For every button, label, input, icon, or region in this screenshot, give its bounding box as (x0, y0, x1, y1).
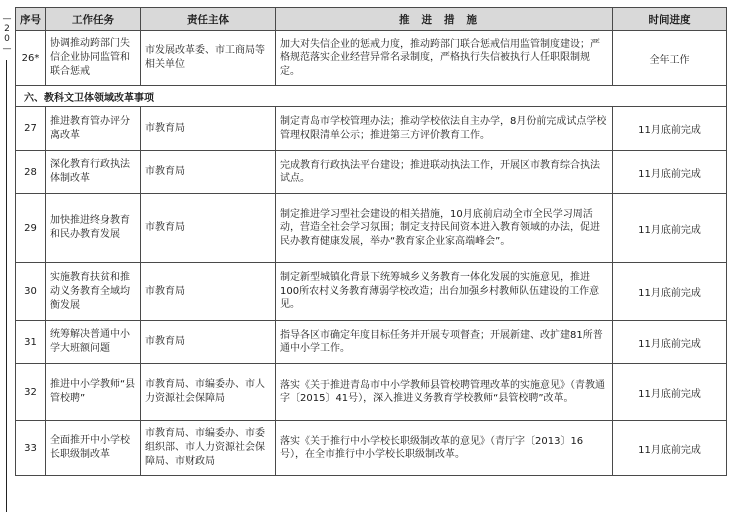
page-number (1, 14, 13, 54)
table-header-row (16, 8, 727, 31)
table-row (16, 321, 727, 364)
row-seq: 33 (16, 421, 46, 476)
section-title: 六、教科文卫体领域改革事项 (16, 86, 727, 107)
row-progress: 11月底前完成 (613, 421, 727, 476)
table-row (16, 364, 727, 421)
row-progress: 11月底前完成 (613, 107, 727, 151)
page-number-dash-top: — (2, 14, 12, 24)
row-task: 加快推进终身教育和民办教育发展 (46, 194, 141, 263)
table-row (16, 151, 727, 194)
row-unit: 市教育局 (141, 194, 276, 263)
row-progress: 11月底前完成 (613, 364, 727, 421)
row-measures: 加大对失信企业的惩戒力度，推动跨部门联合惩戒信用监管制度建设；严格规范落实企业经营异常名录制度，严格执行失信被执行人任职限制规定。 (276, 31, 613, 86)
row-task: 统筹解决普通中小学大班额问题 (46, 321, 141, 364)
row-seq: 29 (16, 194, 46, 263)
row-task: 全面推开中小学校长职级制改革 (46, 421, 141, 476)
row-seq: 32 (16, 364, 46, 421)
header-seq: 序号 (16, 8, 46, 31)
row-progress: 11月底前完成 (613, 151, 727, 194)
row-progress: 11月底前完成 (613, 263, 727, 321)
row-seq: 30 (16, 263, 46, 321)
table-row (16, 31, 727, 86)
row-measures: 完成教育行政执法平台建设；推进联动执法工作，开展区市教育综合执法试点。 (276, 151, 613, 194)
page-number-digit-2: 0 (4, 34, 10, 44)
row-task: 协调推动跨部门失信企业协同监管和联合惩戒 (46, 31, 141, 86)
row-seq: 27 (16, 107, 46, 151)
row-measures: 制定新型城镇化背景下统筹城乡义务教育一体化发展的实施意见，推进100所农村义务教育薄弱学校改造；出台加强乡村教师队伍建设的工作意见。 (276, 263, 613, 321)
section-row (16, 86, 727, 107)
page-number-digit-1: 2 (4, 24, 10, 34)
row-unit: 市教育局、市编委办、市人力资源社会保障局 (141, 364, 276, 421)
row-progress: 11月底前完成 (613, 321, 727, 364)
row-measures: 落实《关于推进青岛市中小学教师县管校聘管理改革的实施意见》（青教通字〔2015〕41号），深入推进义务教育学校教师“县管校聘”改革。 (276, 364, 613, 421)
reform-task-table (15, 7, 727, 476)
row-unit: 市教育局 (141, 151, 276, 194)
row-unit: 市教育局 (141, 321, 276, 364)
row-task: 推进教育管办评分离改革 (46, 107, 141, 151)
table-row (16, 107, 727, 151)
row-progress: 11月底前完成 (613, 194, 727, 263)
row-seq: 31 (16, 321, 46, 364)
header-measures: 推进措施 (276, 8, 613, 31)
row-seq: 28 (16, 151, 46, 194)
row-unit: 市教育局 (141, 263, 276, 321)
header-progress: 时间进度 (613, 8, 727, 31)
row-seq: 26* (16, 31, 46, 86)
row-measures: 指导各区市确定年度目标任务并开展专项督查；开展新建、改扩建81所普通中小学工作。 (276, 321, 613, 364)
row-unit: 市教育局 (141, 107, 276, 151)
row-measures: 制定推进学习型社会建设的相关措施，10月底前启动全市全民学习周活动，营造全社会学习氛围；制定支持民间资本进入教育领域的办法，促进民办教育健康发展，举办“教育家企业家高端峰会”。 (276, 194, 613, 263)
row-task: 推进中小学教师“县管校聘” (46, 364, 141, 421)
row-task: 实施教育扶贫和推动义务教育全域均衡发展 (46, 263, 141, 321)
table-row (16, 421, 727, 476)
row-measures: 制定青岛市学校管理办法；推动学校依法自主办学，8月份前完成试点学校管理权限清单公示；推进第三方评价教育工作。 (276, 107, 613, 151)
row-progress: 全年工作 (613, 31, 727, 86)
table-row (16, 263, 727, 321)
row-measures: 落实《关于推行中小学校长职级制改革的意见》（青厅字〔2013〕16号），在全市推行中小学校长职级制改革。 (276, 421, 613, 476)
row-unit: 市发展改革委、市工商局等相关单位 (141, 31, 276, 86)
header-task: 工作任务 (46, 8, 141, 31)
table-row (16, 194, 727, 263)
margin-rule (6, 60, 7, 512)
row-unit: 市教育局、市编委办、市委组织部、市人力资源社会保障局、市财政局 (141, 421, 276, 476)
row-task: 深化教育行政执法体制改革 (46, 151, 141, 194)
page-number-dash-bottom: — (2, 44, 12, 54)
header-unit: 责任主体 (141, 8, 276, 31)
